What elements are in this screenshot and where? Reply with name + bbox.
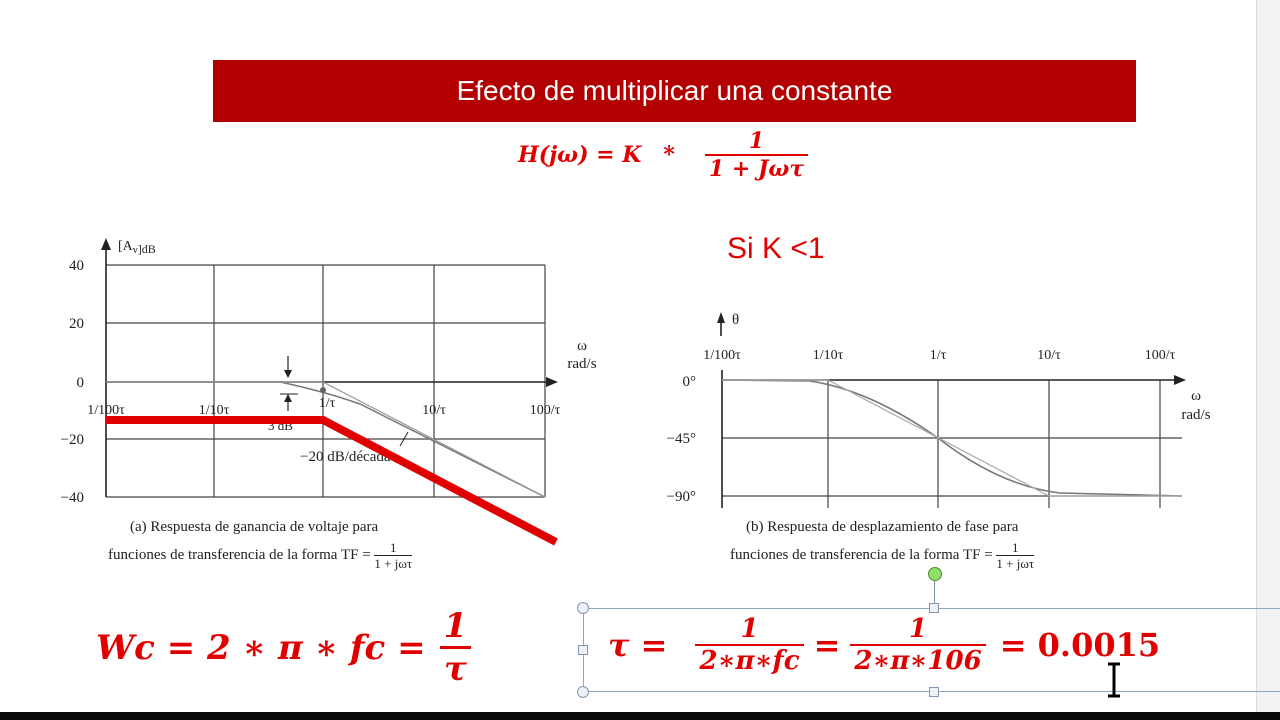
phase-y-axis-label: θ — [732, 312, 740, 328]
tau-lhs: τ = — [608, 626, 668, 664]
gain-x-tick-3: 1/τ — [318, 396, 336, 411]
tau-equation[interactable] — [608, 614, 1160, 676]
phase-x-arrow — [1174, 375, 1186, 385]
gain-y-tick-neg40: −40 — [60, 490, 84, 506]
equation-operator: * — [663, 142, 675, 168]
phase-caption-line2-row — [730, 540, 1034, 571]
equation-lhs: H(jω) = K — [518, 142, 642, 168]
gain-omega-unit: rad/s — [567, 356, 597, 372]
gain-caption-line1: (a) Respuesta de ganancia de voltaje para — [130, 519, 379, 535]
slide-title: Efecto de multiplicar una constante — [456, 75, 893, 106]
gain-caption-num: 1 — [390, 540, 397, 555]
gain-x-tick-4: 10/τ — [422, 403, 446, 418]
gain-caption-den: 1 + jωτ — [374, 556, 413, 571]
gain-y-arrow — [101, 238, 111, 250]
rotation-handle-stem — [934, 580, 935, 604]
phase-omega-label: ω — [1191, 388, 1201, 404]
phase-caption-fraction — [996, 540, 1034, 571]
wc-fraction — [440, 606, 472, 689]
gain-x-tick-5: 100/τ — [529, 403, 561, 418]
phase-y-tick-90: −90° — [666, 489, 696, 505]
phase-omega-unit: rad/s — [1181, 407, 1211, 423]
wc-fraction-num: 1 — [443, 606, 468, 646]
gain-slope-label: −20 dB/década — [300, 449, 391, 465]
phase-x-tick-5: 100/τ — [1144, 348, 1176, 363]
tau-fraction-2-den: 2∗π∗106 — [850, 644, 985, 676]
resize-handle-bottom-center[interactable] — [929, 687, 939, 697]
phase-caption-num: 1 — [1012, 540, 1019, 555]
phase-plot-caption — [730, 514, 1034, 571]
gain-x-tick-1: 1/100τ — [87, 403, 125, 418]
gain-caption-fraction — [374, 540, 412, 571]
wc-equation-lhs: Wc = 2 ∗ π ∗ fc = — [96, 627, 426, 668]
resize-handle-top-center[interactable] — [929, 603, 939, 613]
gain-3db-label: 3 dB — [268, 418, 293, 433]
phase-x-tick-3: 1/τ — [929, 348, 947, 363]
phase-y-tick-0: 0° — [682, 374, 696, 390]
phase-caption-line1: (b) Respuesta de desplazamiento de fase para — [746, 519, 1019, 535]
gain-caption-line2-row — [108, 540, 412, 571]
gain-y-tick-40: 40 — [69, 258, 84, 274]
phase-grid — [722, 380, 1182, 508]
gain-x-tick-2: 1/10τ — [198, 403, 230, 418]
tau-fraction-2-num: 1 — [908, 614, 928, 644]
gain-y-tick-0: 0 — [76, 375, 84, 391]
phase-x-tick-1: 1/100τ — [703, 348, 741, 363]
tau-result: = 0.0015 — [999, 626, 1161, 664]
tau-fraction-2 — [850, 614, 985, 676]
gain-y-tick-neg20: −20 — [60, 432, 84, 448]
phase-caption-line2: funciones de transferencia de la forma TF = — [730, 546, 993, 563]
equation-numerator: 1 — [748, 128, 765, 154]
equation-fraction — [705, 128, 808, 182]
transfer-function-equation — [518, 128, 808, 182]
tau-fraction-1-num: 1 — [740, 614, 759, 644]
resize-handle-top-left[interactable] — [577, 602, 589, 614]
gain-y-tick-20: 20 — [69, 316, 84, 332]
tau-fraction-1 — [695, 614, 803, 676]
tau-fraction-1-den: 2∗π∗fc — [695, 644, 803, 676]
phase-x-tick-2: 1/10τ — [812, 348, 844, 363]
phase-x-tick-4: 10/τ — [1037, 348, 1061, 363]
gain-x-arrow — [546, 377, 558, 387]
gain-corner-point — [320, 387, 326, 393]
resize-handle-middle-left[interactable] — [578, 645, 588, 655]
equation-denominator: 1 + Jωτ — [705, 154, 808, 182]
gain-3db-arrowhead-bottom — [284, 394, 292, 402]
rotate-handle[interactable] — [928, 567, 942, 581]
phase-bode-plot — [640, 300, 1240, 520]
gain-3db-arrowhead-top — [284, 370, 292, 378]
cutoff-frequency-equation — [96, 606, 471, 689]
resize-handle-bottom-left[interactable] — [577, 686, 589, 698]
bottom-border-bar — [0, 712, 1280, 720]
wc-fraction-den: τ — [440, 646, 471, 689]
phase-caption-den: 1 + jωτ — [996, 556, 1035, 571]
gain-omega-label: ω — [577, 338, 587, 354]
tau-equals: = — [813, 626, 841, 664]
gain-bode-plot — [40, 232, 640, 552]
slide-title-banner — [213, 60, 1136, 122]
phase-y-tick-45: −45° — [666, 431, 696, 447]
gain-plot-caption — [108, 514, 412, 571]
condition-label: Si K <1 — [727, 232, 825, 265]
gain-caption-line2: funciones de transferencia de la forma TF = — [108, 546, 371, 563]
gain-y-axis-label: $[A_v]dB$ — [118, 239, 156, 256]
text-ibeam-cursor-icon — [1106, 662, 1122, 698]
